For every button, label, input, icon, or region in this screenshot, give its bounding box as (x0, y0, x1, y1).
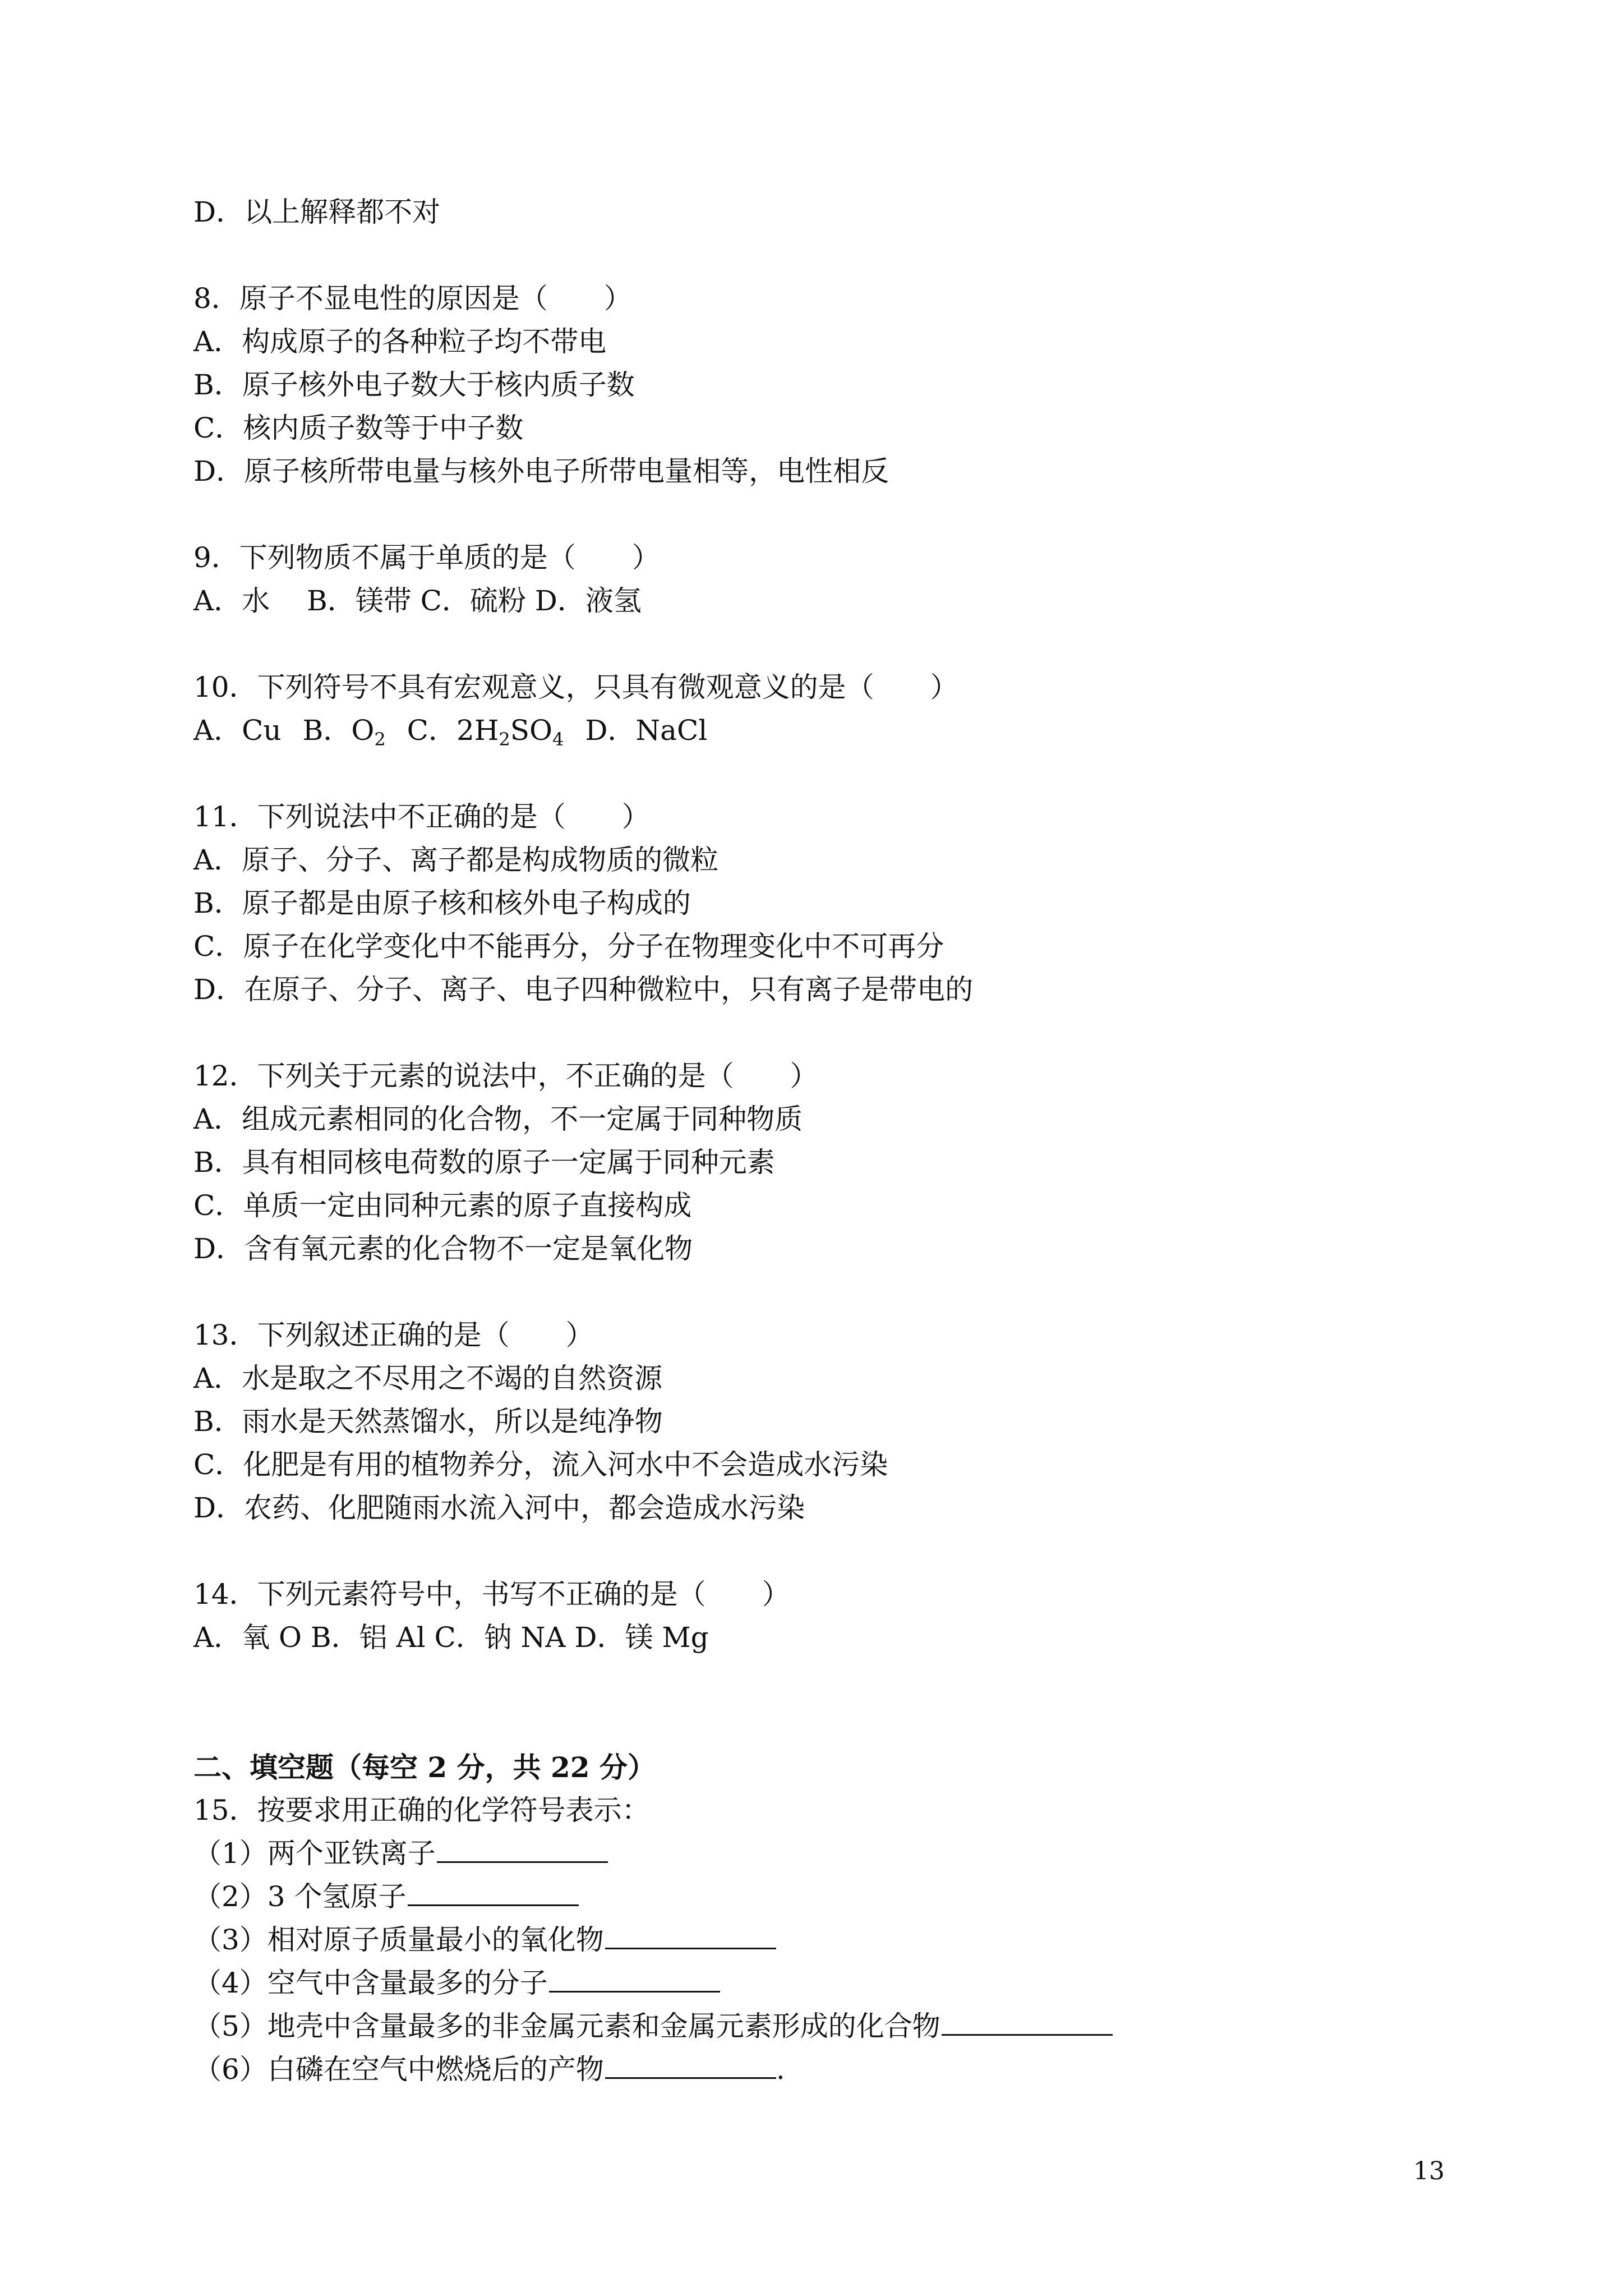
answer-blank[interactable] (942, 2008, 1113, 2036)
answer-blank[interactable] (605, 1922, 776, 1949)
q15-item-6: （6）白磷在空气中燃烧后的产物 . (193, 2048, 1427, 2091)
answer-blank[interactable] (408, 1879, 579, 1906)
q13-option-a: A．水是取之不尽用之不竭的自然资源 (193, 1362, 663, 1395)
q10-stem: 10．下列符号不具有宏观意义，只具有微观意义的是（ ） (193, 671, 958, 703)
q11-option-d: D．在原子、分子、离子、电子四种微粒中，只有离子是带电的 (193, 973, 974, 1006)
answer-blank[interactable] (437, 1835, 608, 1863)
q13-option-d: D．农药、化肥随雨水流入河中，都会造成水污染 (193, 1492, 805, 1524)
q8-option-b: B．原子核外电子数大于核内质子数 (193, 369, 635, 401)
q11-option-a: A．原子、分子、离子都是构成物质的微粒 (193, 844, 719, 876)
q14-options: A．氧 O B．铝 Al C．钠 NA D．镁 Mg (193, 1621, 709, 1654)
q10-option-d: D．NaCl (585, 714, 708, 747)
q15-stem: 15．按要求用正确的化学符号表示： (193, 1794, 650, 1826)
page-number: 13 (1413, 2157, 1445, 2185)
q10-option-a: A．Cu (193, 714, 282, 747)
q8-stem: 8．原子不显电性的原因是（ ） (193, 282, 632, 315)
q15-item-1: （1）两个亚铁离子 (193, 1832, 1427, 1875)
q9-stem: 9．下列物质不属于单质的是（ ） (193, 541, 660, 574)
q15-item-3: （3）相对原子质量最小的氧化物 (193, 1918, 1427, 1962)
q12-option-d: D．含有氧元素的化合物不一定是氧化物 (193, 1232, 693, 1265)
q8-option-c: C．核内质子数等于中子数 (193, 412, 524, 444)
q15-item-4: （4）空气中含量最多的分子 (193, 1962, 1427, 2005)
q12-option-c: C．单质一定由同种元素的原子直接构成 (193, 1189, 692, 1222)
q11-option-c: C．原子在化学变化中不能再分，分子在物理变化中不可再分 (193, 930, 944, 963)
q13-option-c: C．化肥是有用的植物养分，流入河水中不会造成水污染 (193, 1448, 888, 1481)
q10-option-b: B．$O_2$ (302, 714, 386, 750)
q10-option-c: C．$2H_2SO_4$ (407, 714, 564, 750)
q13-option-b: B．雨水是天然蒸馏水，所以是纯净物 (193, 1405, 663, 1438)
q11-option-b: B．原子都是由原子核和核外电子构成的 (193, 887, 691, 919)
q12-stem: 12．下列关于元素的说法中，不正确的是（ ） (193, 1060, 818, 1092)
q12-option-a: A．组成元素相同的化合物，不一定属于同种物质 (193, 1103, 803, 1135)
q13-stem: 13．下列叙述正确的是（ ） (193, 1319, 594, 1351)
q15-item-5: （5）地壳中含量最多的非金属元素和金属元素形成的化合物 (193, 2005, 1427, 2048)
q14-stem: 14．下列元素符号中，书写不正确的是（ ） (193, 1578, 790, 1611)
q7-option-d: D．以上解释都不对 (193, 196, 441, 228)
q11-stem: 11．下列说法中不正确的是（ ） (193, 800, 650, 833)
q9-options: A．水 B．镁带 C．硫粉 D．液氢 (193, 585, 642, 617)
q8-option-d: D．原子核所带电量与核外电子所带电量相等，电性相反 (193, 455, 889, 487)
q10-options (193, 709, 1427, 752)
q12-option-b: B．具有相同核电荷数的原子一定属于同种元素 (193, 1146, 775, 1179)
page-content (193, 191, 1427, 2091)
q8-option-a: A．构成原子的各种粒子均不带电 (193, 325, 607, 358)
section-2-heading: 二、填空题（每空 2 分，共 22 分） (193, 1751, 656, 1784)
answer-blank[interactable] (549, 1965, 720, 1993)
answer-blank[interactable] (605, 2051, 776, 2079)
q15-item-2: （2）3 个氢原子 (193, 1875, 1427, 1918)
